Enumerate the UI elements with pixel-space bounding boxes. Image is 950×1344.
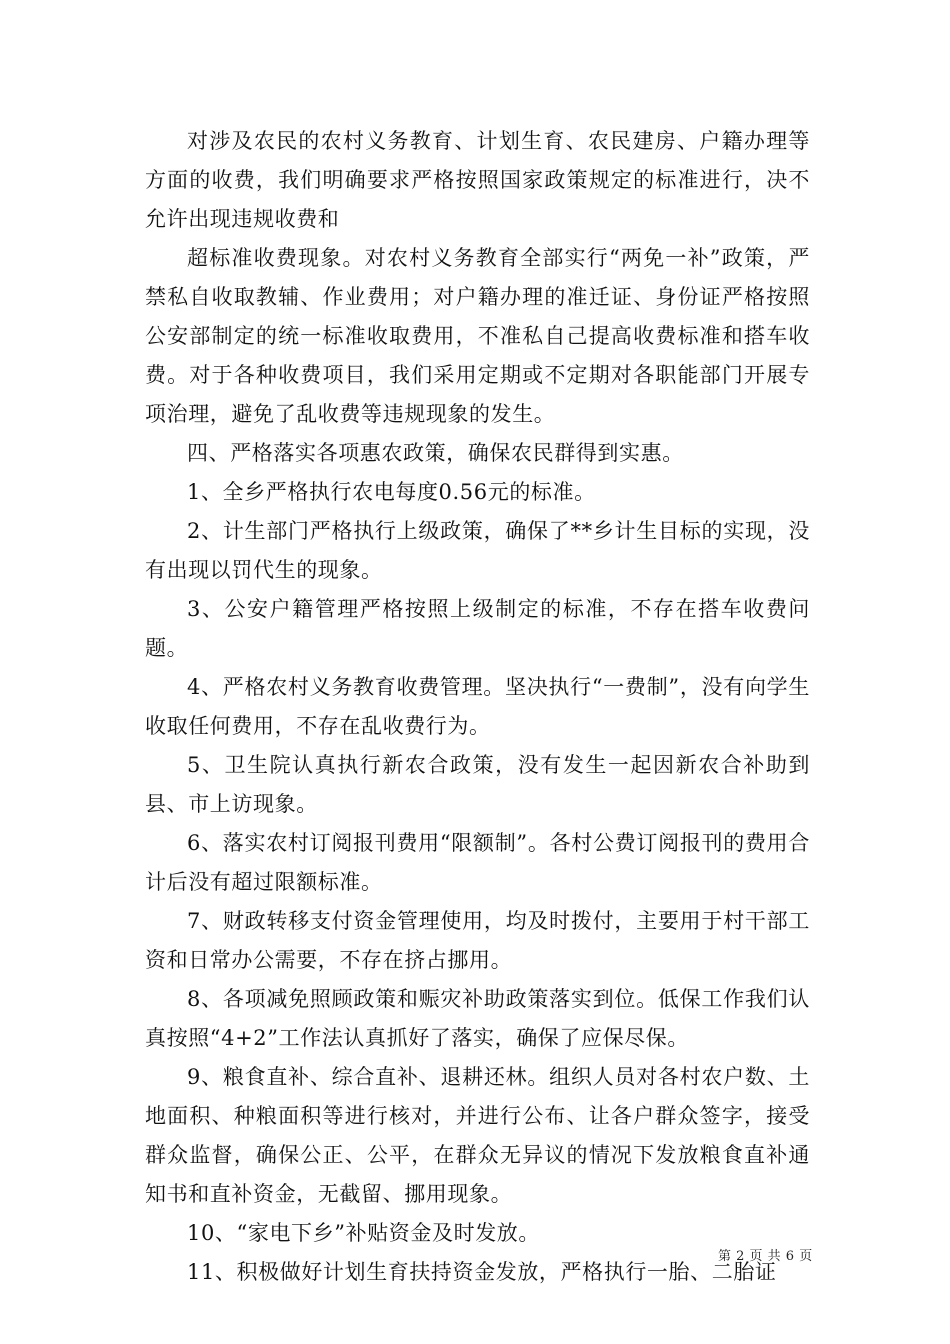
paragraph-13: 10、“家电下乡”补贴资金及时发放。	[187, 1221, 540, 1245]
paragraph-12: 9、粮食直补、综合直补、退耕还林。组织人员对各村农户数、土地面积、种粮面积等进行核对，并进行公布、让各户群众签字，接受群众监督，确保公正、公平，在群众无异议的情况下发放粮食直补通知书和直补资金，无截留、挪用现象。	[145, 1065, 810, 1206]
paragraph-14: 11、积极做好计划生育扶持资金发放，严格执行一胎、二胎证	[187, 1260, 777, 1284]
page-number-footer: 第 2 页 共 6 页	[718, 1249, 813, 1264]
paragraph-5: 2、计生部门严格执行上级政策，确保了**乡计生目标的实现，没有出现以罚代生的现象。	[145, 519, 810, 582]
paragraph-4: 1、全乡严格执行农电每度0.56元的标准。	[187, 480, 596, 504]
paragraph-3-section-heading: 四、严格落实各项惠农政策，确保农民群得到实惠。	[187, 441, 684, 465]
paragraph-11: 8、各项减免照顾政策和赈灾补助政策落实到位。低保工作我们认真按照“4+2”工作法认真抓好了落实，确保了应保尽保。	[145, 987, 810, 1050]
paragraph-9: 6、落实农村订阅报刊费用“限额制”。各村公费订阅报刊的费用合计后没有超过限额标准。	[145, 831, 810, 894]
paragraph-8: 5、卫生院认真执行新农合政策，没有发生一起因新农合补助到县、市上访现象。	[145, 753, 810, 816]
paragraph-1: 对涉及农民的农村义务教育、计划生育、农民建房、户籍办理等方面的收费，我们明确要求严格按照国家政策规定的标准进行，决不允许出现违规收费和	[145, 129, 810, 231]
paragraph-2: 超标准收费现象。对农村义务教育全部实行“两免一补”政策，严禁私自收取教辅、作业费用；对户籍办理的准迁证、身份证严格按照公安部制定的统一标准收取费用，不准私自己提高收费标准和搭车收费。对于各种收费项目，我们采用定期或不定期对各职能部门开展专项治理，避免了乱收费等违规现象的发生。	[145, 246, 810, 426]
paragraph-7: 4、严格农村义务教育收费管理。坚决执行“一费制”，没有向学生收取任何费用，不存在乱收费行为。	[145, 675, 810, 738]
paragraph-10: 7、财政转移支付资金管理使用，均及时拨付，主要用于村干部工资和日常办公需要，不存在挤占挪用。	[145, 909, 810, 972]
paragraph-6: 3、公安户籍管理严格按照上级制定的标准，不存在搭车收费问题。	[145, 597, 810, 660]
document-body	[145, 122, 810, 1292]
